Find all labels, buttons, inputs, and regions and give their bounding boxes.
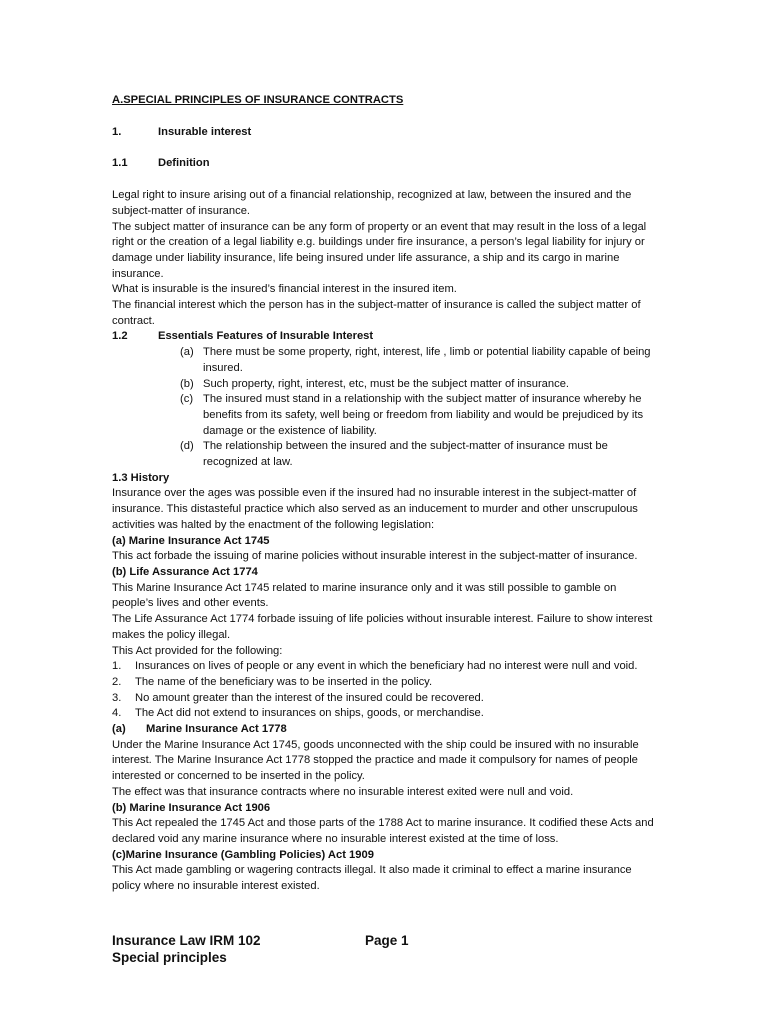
- essential-item-text: The relationship between the insured and the subject-matter of insurance must be recognized at law.: [203, 440, 608, 469]
- essential-item: [112, 439, 660, 470]
- act-1778-heading-label: Marine Insurance Act 1778: [146, 723, 287, 736]
- document-title: A.SPECIAL PRINCIPLES OF INSURANCE CONTRACTS: [112, 94, 404, 106]
- list-item-text: The Act did not extend to insurances on ships, goods, or merchandise.: [135, 707, 484, 720]
- section-number: 1.1: [112, 157, 128, 170]
- footer-page-number: Page 1: [365, 933, 409, 948]
- act-1778-heading-number: (a): [112, 723, 126, 736]
- act-1909-heading: (c)Marine Insurance (Gambling Policies) Act 1909: [112, 848, 374, 861]
- essential-item: [112, 392, 660, 439]
- section-heading-insurable-interest: [112, 125, 660, 141]
- act-1774-list-item: [112, 691, 660, 707]
- act-1778-paragraph: Under the Marine Insurance Act 1745, goods unconnected with the ship could be insured with no insurable interest. The Marine Insurance Act 1778 stopped the practice and made it compulsory for names of people interested or concerned to be inserted in the policy.: [112, 738, 639, 783]
- section-label: Definition: [158, 157, 210, 170]
- act-1745-text: This act forbade the issuing of marine policies without insurable interest in the subject-matter of insurance.: [112, 550, 638, 563]
- page-footer: [112, 932, 672, 966]
- footer-course: Insurance Law IRM 102: [112, 933, 261, 948]
- section-label: Essentials Features of Insurable Interest: [158, 330, 374, 343]
- essential-item-label: (c): [180, 393, 194, 406]
- act-1906-heading: (b) Marine Insurance Act 1906: [112, 801, 271, 814]
- list-item-text: No amount greater than the interest of the insured could be recovered.: [135, 691, 484, 704]
- list-item-number: 3.: [112, 691, 122, 704]
- act-1906-text: This Act repealed the 1745 Act and those parts of the 1788 Act to marine insurance. It codified these Acts and declared void any marine insurance where no insurable interest existed at the time of loss.: [112, 817, 654, 845]
- section-label: Insurable interest: [158, 125, 252, 138]
- essential-item: [112, 345, 660, 376]
- history-heading: 1.3 History: [112, 471, 170, 484]
- act-1774-paragraph: The Life Assurance Act 1774 forbade issuing of life policies without insurable interest. Failure to show interest makes the policy illegal.: [112, 613, 653, 641]
- definition-paragraph: The subject matter of insurance can be any form of property or an event that may result in the loss of a legal right or the creation of a legal liability e.g. buildings under fire insurance, a person’s legal liability for injury or damage under liability insurance, life being insured under life assurance, a ship and its cargo in marine insurance.: [112, 220, 647, 280]
- list-item-text: Insurances on lives of people or any event in which the beneficiary had no interest were null and void.: [135, 660, 638, 673]
- act-1909-text: This Act made gambling or wagering contracts illegal. It also made it criminal to effect a marine insurance policy where no insurable interest existed.: [112, 864, 632, 893]
- essential-item-label: (d): [180, 440, 194, 453]
- list-item-number: 2.: [112, 675, 122, 688]
- essential-item-text: The insured must stand in a relationship with the subject matter of insurance whereby he benefits from its safety, well being or freedom from liability and would be prejudiced by its damage or the existence of liability.: [203, 393, 644, 437]
- act-1774-paragraph: This Act provided for the following:: [112, 644, 283, 657]
- act-1778-heading: [112, 722, 660, 738]
- essential-item: [112, 377, 660, 393]
- act-1774-list-item: [112, 675, 660, 691]
- act-1774-heading: (b) Life Assurance Act 1774: [112, 565, 258, 578]
- section-heading-essentials: [112, 329, 660, 345]
- section-number: 1.2: [112, 330, 128, 343]
- definition-paragraph: What is insurable is the insured’s financial interest in the insured item.: [112, 283, 457, 296]
- act-1778-paragraph: The effect was that insurance contracts where no insurable interest exited were null and void.: [112, 785, 574, 798]
- list-item-number: 4.: [112, 707, 122, 720]
- essential-item-label: (b): [180, 377, 194, 390]
- act-1774-list-item: [112, 706, 660, 722]
- list-item-number: 1.: [112, 660, 122, 673]
- essential-item-label: (a): [180, 346, 194, 359]
- essential-item-text: Such property, right, interest, etc, must be the subject matter of insurance.: [203, 377, 570, 390]
- document-body: [112, 93, 660, 895]
- act-1774-paragraph: This Marine Insurance Act 1745 related to marine insurance only and it was still possible to gamble on people’s lives and other events.: [112, 581, 617, 610]
- section-number: 1.: [112, 125, 122, 138]
- act-1774-list-item: [112, 659, 660, 675]
- history-intro: Insurance over the ages was possible even if the insured had no insurable interest in the subject-matter of insurance. This distasteful practice which also served as an inducement to murder and other unscrupulous activities was halted by the enactment of the following legislation:: [112, 487, 638, 531]
- list-item-text: The name of the beneficiary was to be inserted in the policy.: [135, 675, 433, 688]
- essential-item-text: There must be some property, right, interest, life , limb or potential liability capable of being insured.: [203, 346, 651, 374]
- act-1745-heading: (a) Marine Insurance Act 1745: [112, 534, 270, 547]
- definition-paragraph: The financial interest which the person has in the subject-matter of insurance is called the subject matter of contract.: [112, 299, 641, 327]
- section-heading-definition: [112, 156, 660, 172]
- footer-subtitle: Special principles: [112, 950, 227, 965]
- definition-paragraph: Legal right to insure arising out of a financial relationship, recognized at law, between the insured and the subject-matter of insurance.: [112, 189, 632, 217]
